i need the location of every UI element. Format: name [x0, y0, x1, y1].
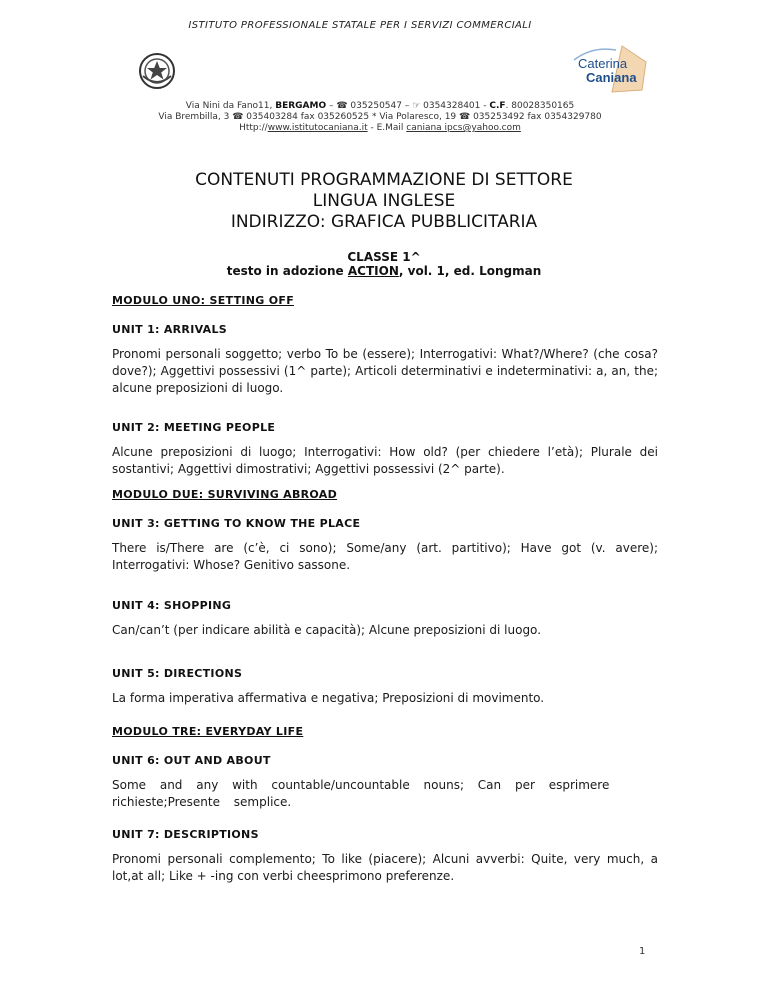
textbook-line: testo in adozione ACTION, vol. 1, ed. Longman	[226, 264, 542, 278]
module-1-heading: MODULO UNO: SETTING OFF	[112, 294, 295, 307]
address-line-2: Via Brembilla, 3 ☎ 035403284 fax 035260525 * Via Polaresco, 19 ☎ 035253492 fax 0354329780	[158, 112, 602, 122]
institute-name: ISTITUTO PROFESSIONALE STATALE PER I SERVIZI COMMERCIALI	[188, 20, 532, 31]
logo-text-caterina: Caterina	[578, 56, 628, 71]
title-line-3: INDIRIZZO: GRAFICA PUBBLICITARIA	[230, 212, 538, 232]
module-2-heading: MODULO DUE: SURVIVING ABROAD	[112, 488, 338, 501]
unit-2-content: Alcune preposizioni di luogo; Interrogativi: How old? (per chiedere l’età); Plurale dei sostantivi; Aggettivi dimostrativi; Aggettivi possessivi (2^ parte).	[112, 445, 658, 476]
email-link[interactable]: caniana ipcs@yahoo.com	[406, 123, 521, 133]
caniana-logo	[572, 44, 648, 94]
unit-6-title: UNIT 6: OUT AND ABOUT	[112, 754, 271, 767]
module-3-heading: MODULO TRE: EVERYDAY LIFE	[112, 725, 304, 738]
page-number: 1	[639, 946, 646, 957]
title-line-1: CONTENUTI PROGRAMMAZIONE DI SETTORE	[195, 170, 573, 190]
unit-1-title: UNIT 1: ARRIVALS	[112, 323, 228, 336]
unit-7-content: Pronomi personali complemento; To like (piacere); Alcuni avverbi: Quite, very much, a lot,at all; Like + -ing con verbi cheesprimono preferenze.	[112, 852, 658, 883]
address-line-3: Http://www.istitutocaniana.it - E.Mail caniana ipcs@yahoo.com	[239, 123, 521, 133]
unit-6-content: Some and any with countable/uncountable nouns; Can per esprimere richieste;Presente semplice.	[112, 778, 610, 809]
unit-7-title: UNIT 7: DESCRIPTIONS	[112, 828, 259, 841]
republic-emblem-icon	[138, 52, 176, 90]
classe-label: CLASSE 1^	[347, 250, 421, 264]
unit-2-title: UNIT 2: MEETING PEOPLE	[112, 421, 276, 434]
unit-3-title: UNIT 3: GETTING TO KNOW THE PLACE	[112, 517, 361, 530]
unit-1-content: Pronomi personali soggetto; verbo To be (essere); Interrogativi: What?/Where? (che cosa? dove?); Aggettivi possessivi (1^ parte); Articoli determinativi e indeterminativi: a, an, the; alcune preposizioni di luogo.	[112, 347, 658, 395]
unit-5-content: La forma imperativa affermativa e negativa; Preposizioni di movimento.	[112, 691, 545, 705]
unit-4-title: UNIT 4: SHOPPING	[112, 599, 232, 612]
unit-4-content: Can/can’t (per indicare abilità e capacità); Alcune preposizioni di luogo.	[112, 623, 542, 637]
logo-text-caniana: Caniana	[586, 70, 637, 85]
address-line-1: Via Nini da Fano11, BERGAMO – ☎ 035250547 – ☞ 0354328401 - C.F. 80028350165	[185, 101, 575, 111]
unit-3-content: There is/There are (c’è, ci sono); Some/any (art. partitivo); Have got (v. avere); Interrogativi: Whose? Genitivo sassone.	[112, 541, 658, 572]
website-link[interactable]: www.istitutocaniana.it	[267, 123, 368, 133]
unit-5-title: UNIT 5: DIRECTIONS	[112, 667, 243, 680]
title-line-2: LINGUA INGLESE	[312, 191, 456, 211]
